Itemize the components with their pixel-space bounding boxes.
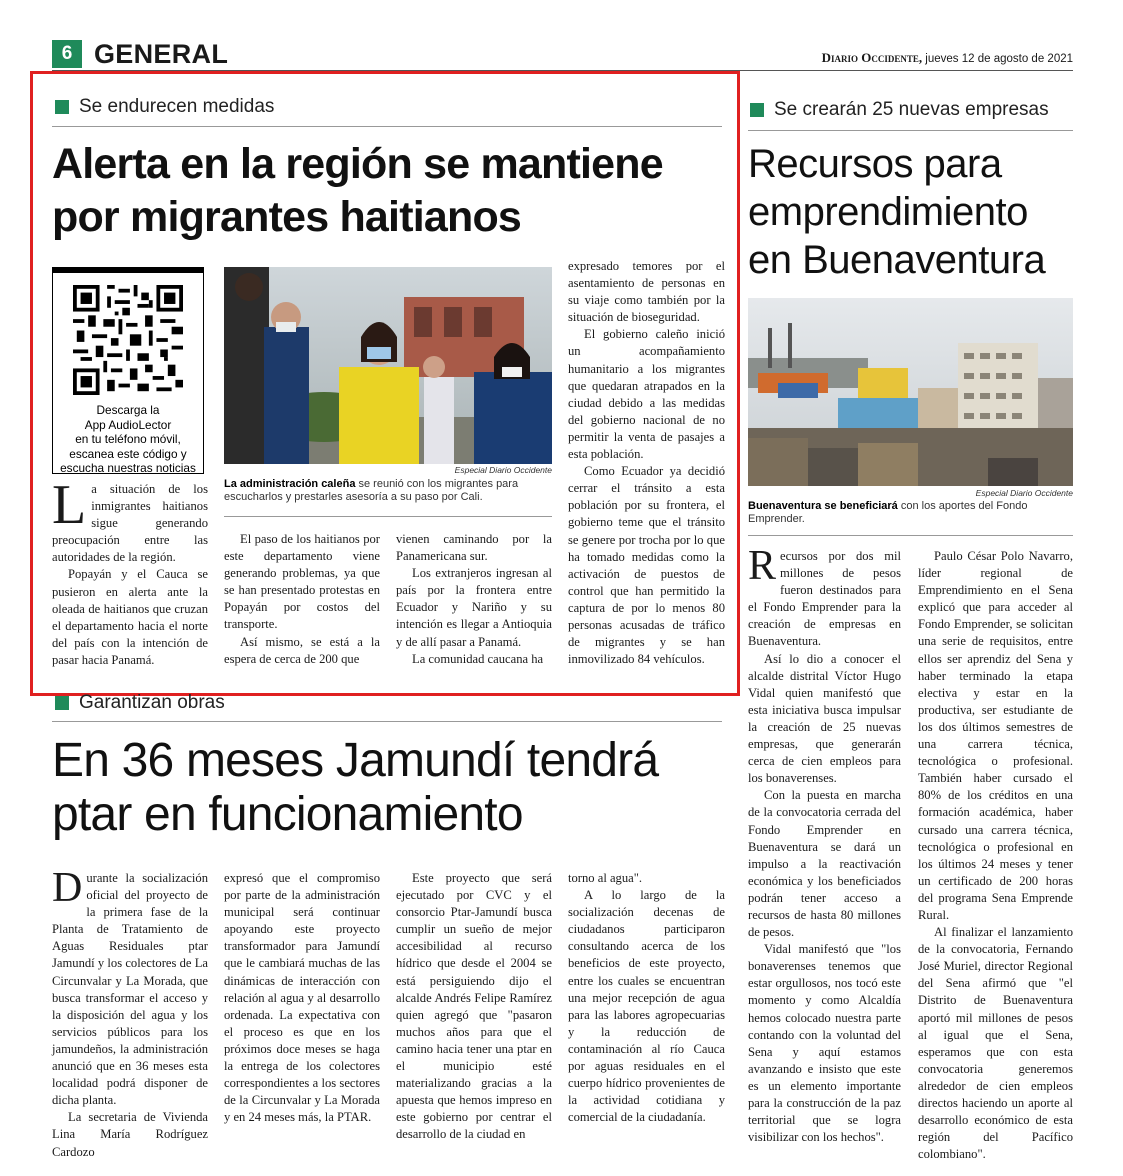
paragraph: Popayán y el Cauca se pusieron en alerta ante la oleada de haitianos que cruzan el departamento hacia el norte del país con la intención de pasar hacia Panamá. <box>52 567 208 667</box>
kicker-rule <box>52 721 722 722</box>
article2-headline: Recursos para emprendimiento en Buenaventura <box>748 142 1046 282</box>
article1-headline: Alerta en la región se mantiene por migrantes haitianos <box>52 140 663 241</box>
paragraph-text: ecursos por dos mil millones de pesos fueron destinados para el Fondo Emprender para la creación de empresas en Buenaventura. <box>748 549 901 649</box>
paragraph: vienen caminando por la Panamericana sur. <box>396 532 552 564</box>
paragraph: El paso de los haitianos por este departamento viene generando problemas, ya que se han presentado protestas en Popayán por costos del transporte. <box>224 532 380 632</box>
paragraph: Como Ecuador ya decidió cerrar el tránsito a esta población por su frontera, el gobierno teme que el tránsito se genere por trocha por lo que ha tomado medidas como la activación de puestos de control que han permitido la captura de por lo menos 80 personas acusadas de tráfico de migrantes y se han inmovilizado 84 vehículos. <box>568 464 725 667</box>
drop-cap: L <box>52 474 87 536</box>
caption-rule <box>748 535 1073 536</box>
photo-credit: Especial Diario Occidente <box>975 488 1073 498</box>
paragraph: expresó que el compromiso por parte de la administración municipal será continuar apoyando este proyecto transformador para Jamundí que le cambiará muchas de las dinámicas de interacción con relación al agua y al desarrollo ordenada. La expectativa con el proceso es que en los próximos doce meses se haga la entrega de los colectores correspondientes a los sectores de la Circunvalar y La Morada y en 24 meses más, la PTAR. <box>224 871 380 1125</box>
article3-col4 <box>568 870 725 1132</box>
qr-line: App AudioLector <box>84 417 172 432</box>
paragraph-text: a situación de los inmigrantes haitianos sigue generando preocupación entre las autoridades de la región. <box>52 482 208 565</box>
paragraph: Este proyecto que será ejecutado por CVC y el consorcio Ptar-Jamundí busca cumplir un sueño de mejor accesibilidad al recurso hídrico que desde el 2004 se está persiguiendo dijo el alcalde Andrés Felipe Ramírez quien agregó que "pasaron muchos años para que el camino hacia tener una ptar en el municipio esté materializando gracias a la apuesta que hemos impreso en este gobierno por centrar el desarrollo de la ciudad en <box>396 871 552 1142</box>
kicker-square-icon <box>55 100 69 114</box>
paragraph: expresado temores por el asentamiento de personas en su viaje como también por la situación de bioseguridad. <box>568 259 725 325</box>
article1-col1 <box>52 474 208 669</box>
article1-col2 <box>224 531 380 671</box>
article1-col4 <box>568 258 725 670</box>
paragraph <box>748 543 901 651</box>
paragraph: Al finalizar el lanzamiento de la convocatoria, Fernando José Muriel, director Regional del Sena afirmó que "el Distrito de Buenaventura aportó mil millones de pesos al igual que el Sena, esperamos que con esta convocatoria generemos alrededor de cien empleos directos haciendo un aporte al desarrollo económico de esta región del Pacífico colombiano". <box>918 925 1073 1162</box>
masthead: Diario Occidente, <box>821 50 923 65</box>
section-title: GENERAL <box>94 39 229 69</box>
kicker-rule <box>52 126 722 127</box>
kicker-text: Garantizan obras <box>79 692 225 713</box>
article2-kicker <box>750 99 1049 121</box>
qr-code-icon <box>73 285 183 395</box>
paragraph <box>52 474 208 566</box>
paragraph: Así lo dio a conocer el alcalde distrital Víctor Hugo Vidal quien manifestó que esta iniciativa busca impulsar la creación de 25 nuevas empresas, que generarán cerca de cien empleos para los bonaverenses. <box>748 651 901 786</box>
kicker-rule <box>748 130 1073 131</box>
qr-line: escanea este código y <box>69 446 187 461</box>
caption-lead: La administración caleña <box>224 478 356 490</box>
photo-caption <box>748 500 1073 526</box>
article3-col1 <box>52 865 208 1159</box>
qr-line: escucha nuestras noticias <box>60 461 196 475</box>
paragraph: Así mismo, se está a la espera de cerca de 200 que <box>224 634 380 666</box>
paragraph: La comunidad caucana ha <box>412 651 544 666</box>
masthead-date <box>822 50 1073 66</box>
article1-col3 <box>396 531 552 671</box>
paragraph: El gobierno caleño inició un acompañamiento humanitario a los migrantes que quedaran atrapados en la ciudad debido a las medidas del gobierno nacional de no permitir la venta de pasajes a esta población. <box>568 327 725 462</box>
caption-rule <box>224 516 552 517</box>
caption-text: se reunió con los migrantes para escucharlos y prestarles asesoría a su paso por Cali. <box>224 478 519 503</box>
paragraph-text: urante la socialización oficial del proyecto de la primera fase de la Planta de Tratamiento de Aguas Residuales ptar Jamundí y los colectores de La Circunvalar y La Morada, que busca transformar el acceso y la disposición del agua y los servicios públicos para los jamundeños, la administración anunció que en 36 meses esta localidad podrá disponer de dicha planta. <box>52 871 208 1108</box>
article3-headline: En 36 meses Jamundí tendrá ptar en funcionamiento <box>52 734 659 841</box>
kicker-square-icon <box>750 103 764 117</box>
paragraph: Los extranjeros ingresan al país por la frontera entre Ecuador y Nariño y su intención es llegar a Antioquia y de allí pasar a Panamá. <box>396 566 552 649</box>
paragraph <box>52 865 208 1109</box>
paragraph: A lo largo de la socialización decenas de ciudadanos participaron consultando acerca de los beneficios de este proyecto, entre los cuales se encuentran una mejor recepción de agua para las labores agropecuarias y la reducción de contaminación al río Cauca por aguas residuales en el cuerpo hídrico provenientes de la actividad cotidiana y comercial de la ciudadanía. <box>568 888 725 1125</box>
article3-kicker <box>55 692 225 714</box>
qr-box <box>52 267 204 474</box>
article3-col3 <box>396 870 552 1142</box>
page-number: 6 <box>52 40 82 68</box>
page-header <box>52 38 1073 72</box>
article2-col1 <box>748 543 901 1145</box>
article3-col2 <box>224 870 380 1132</box>
article2-col2 <box>918 548 1073 1162</box>
photo-credit: Especial Diario Occidente <box>454 465 552 475</box>
paragraph: Paulo César Polo Navarro, líder regional de Emprendimiento en el Sena explicó que para acceder al Fondo Emprender, se solicitan una serie de requisitos, entre ellos ser aprendiz del Sena y haber terminado la etapa electiva y estar en la productiva, ser estudiante de los dos últimos semestres de una carrera técnica, tecnológica o profesional. También haber cursado el 80% de los créditos en una formación académica, haber cursado una carrera técnica, tecnológica o profesional en los últimos 24 meses y tener un certificado de 200 horas del programa Sena Emprende Rural. <box>918 549 1073 922</box>
kicker-text: Se endurecen medidas <box>79 96 275 117</box>
paragraph: Con la puesta en marcha de la convocatoria cerrada del Fondo Emprender en Buenaventura se dará un impulso a la reactivación económica y los beneficiados podrán tener acceso a recursos de hasta 80 millones de pesos. <box>748 788 901 940</box>
article1-kicker <box>55 96 274 118</box>
buenaventura-photo <box>748 298 1073 486</box>
paragraph: La secretaria de Vivienda Lina María Rodríguez Cardozo <box>52 1110 208 1159</box>
photo-caption <box>224 478 552 504</box>
migrants-photo <box>224 267 552 464</box>
issue-date: jueves 12 de agosto de 2021 <box>925 53 1073 65</box>
drop-cap: R <box>748 543 777 589</box>
qr-line: en tu teléfono móvil, <box>75 432 181 446</box>
caption-lead: Buenaventura se beneficiará <box>748 500 898 512</box>
kicker-square-icon <box>55 696 69 710</box>
paragraph: torno al agua". <box>568 871 643 885</box>
qr-instructions <box>53 403 203 476</box>
drop-cap: D <box>52 865 83 911</box>
paragraph: Vidal manifestó que "los bonaverenses tenemos que estar orgullosos, nos tocó este momento y como Alcaldía hemos colocado nuestra parte contando con la voluntad del Sena y aquí estamos avanzando e insisto que este es un elemento importante para la construcción de la paz territorial que se logra visibilizar con los hechos". <box>748 942 901 1145</box>
caption-text: con los aportes del Fondo Emprender. <box>748 500 1028 525</box>
qr-line: Descarga la <box>96 403 160 417</box>
kicker-text: Se crearán 25 nuevas empresas <box>774 99 1049 120</box>
